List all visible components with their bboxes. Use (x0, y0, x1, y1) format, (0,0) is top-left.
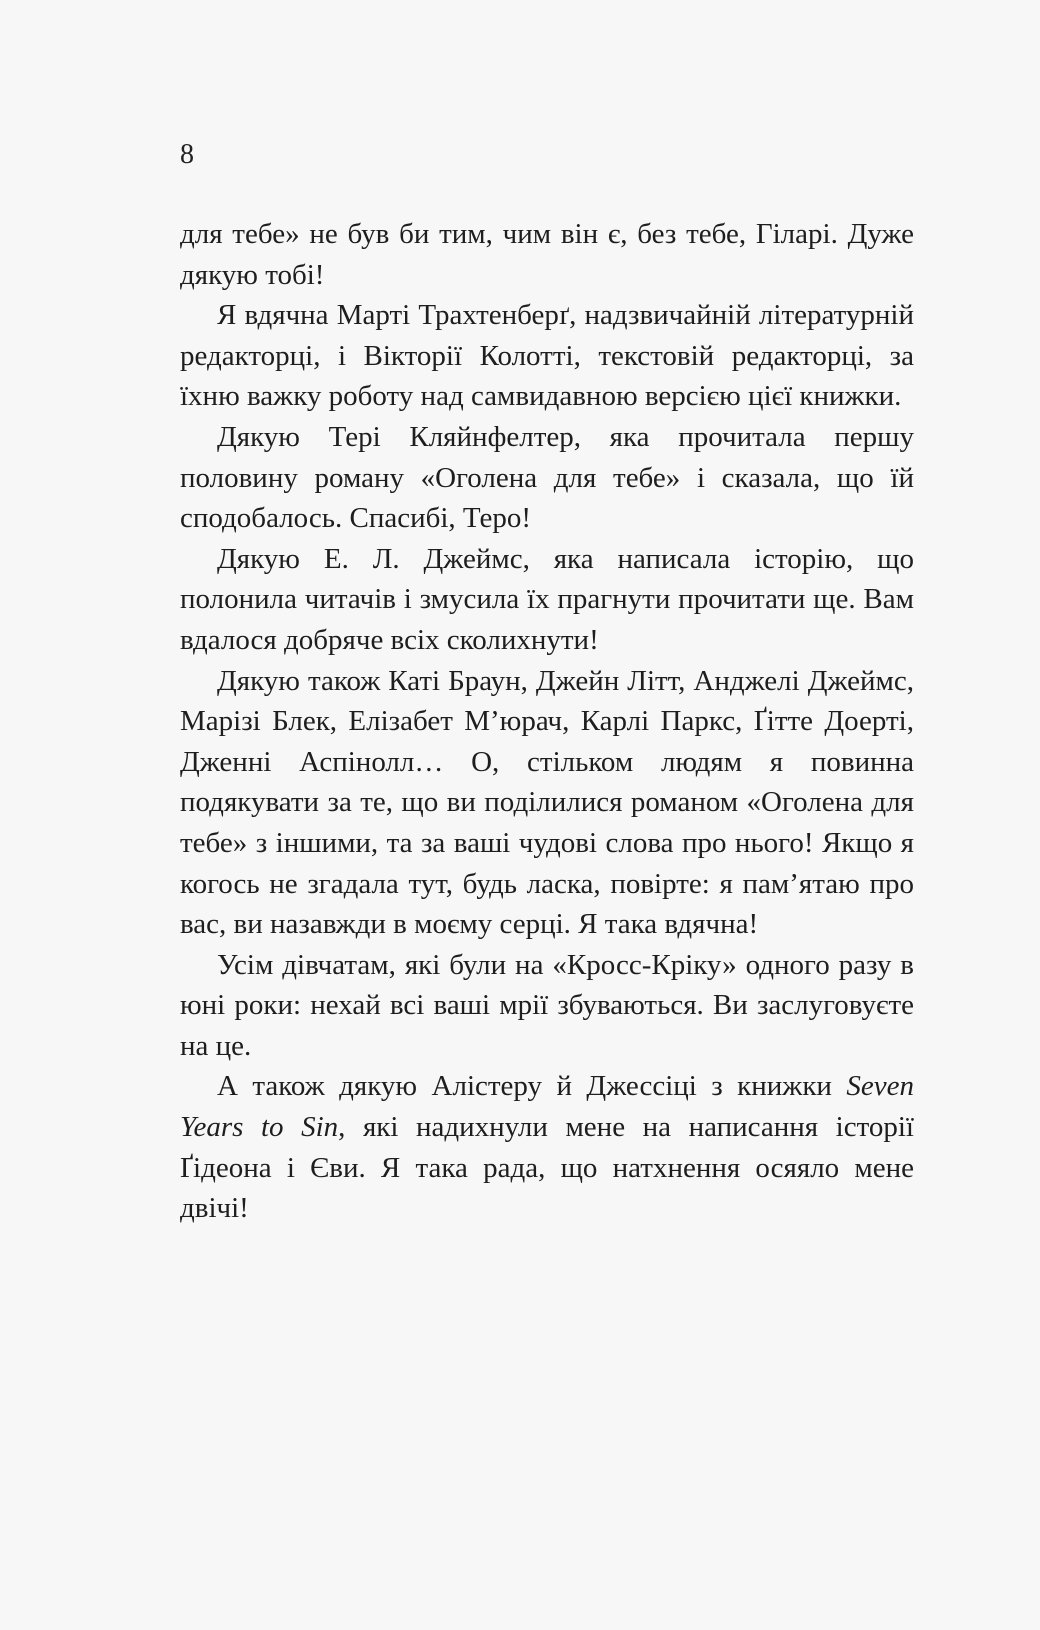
book-title-italic: Seven Years to Sin (180, 1070, 914, 1144)
paragraph-1: для тебе» не був би тим, чим він є, без тебе, Гіларі. Дуже дякую тобі! (180, 218, 914, 291)
paragraph-2: Я вдячна Марті Трахтенберґ, надзвичайній літературній редакторці, і Вікторії Колотті, текстовій редакторці, за їхню важку роботу над самвидавною версією цієї книжки. (180, 299, 914, 413)
paragraph-7-start: А також дякую Алістеру й Джессіці з книжки (217, 1070, 847, 1103)
paragraph-7-end: , які надихнули мене на написання історії Ґідеона і Єви. Я така рада, що натхнення осяяло мене двічі! (180, 1111, 914, 1225)
acknowledgements-text (180, 214, 914, 1229)
paragraph-6: Усім дівчатам, які були на «Кросс-Кріку» одного разу в юні роки: нехай всі ваші мрії збуваються. Ви заслуговуєте на це. (180, 948, 914, 1062)
paragraph-3: Дякую Тері Кляйнфелтер, яка прочитала першу половину роману «Оголена для тебе» і сказала, що їй сподобалось. Спасибі, Теро! (180, 420, 914, 535)
paragraph-7 (180, 1066, 914, 1228)
paragraph-4: Дякую Е. Л. Джеймс, яка написала історію, що полонила читачів і змусила їх прагнути прочитати ще. Вам вдалося добряче всіх сколихнути! (180, 542, 914, 656)
paragraph-5: Дякую також Каті Браун, Джейн Літт, Анджелі Джеймс, Марізі Блек, Елізабет М’юрач, Карлі Паркс, Ґітте Доерті, Дженні Аспінолл… О, стільком людям я повинна подякувати за те, що ви поділилися романом «Оголена для тебе» з іншими, та за ваші чудові слова про нього! Якщо я когось не згадала тут, будь ласка, повірте: я пам’ятаю про вас, ви назавжди в моєму серці. Я така вдячна! (180, 664, 914, 941)
page-number: 8 (180, 139, 194, 170)
